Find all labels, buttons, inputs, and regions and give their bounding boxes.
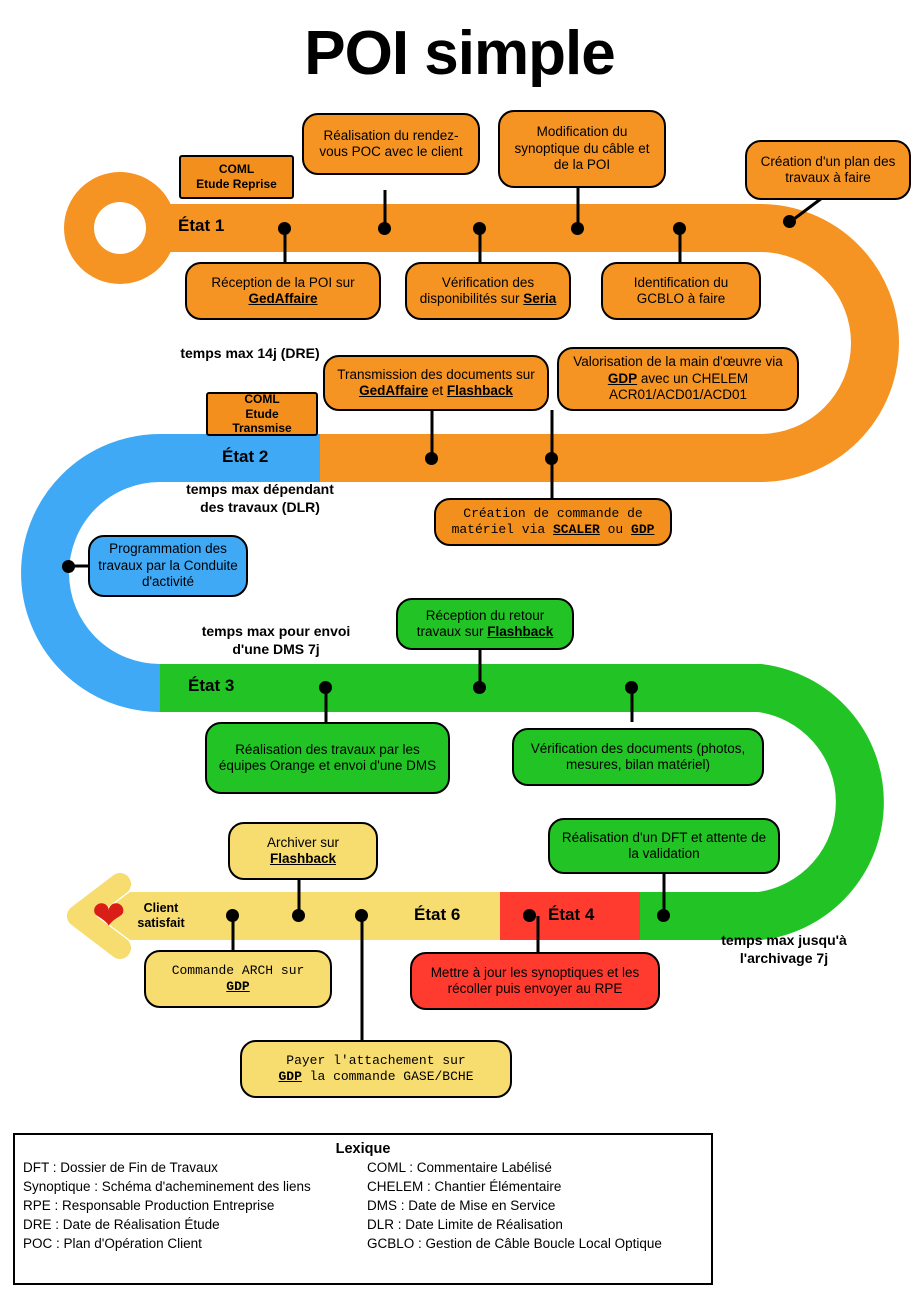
lexique-left-item: Synoptique : Schéma d'acheminement des liens: [23, 1179, 311, 1194]
lexique-right-item: CHELEM : Chantier Élémentaire: [367, 1179, 562, 1194]
link-gdp: GDP: [607, 370, 638, 386]
box-reception-poi-text: Réception de la POI sur GedAffaire: [211, 274, 355, 306]
client-line1: Client: [143, 901, 179, 915]
link-gedaffaire: GedAffaire: [248, 291, 318, 306]
box-valorisation: [557, 347, 799, 411]
lexique-right-item: DLR : Date Limite de Réalisation: [367, 1217, 563, 1232]
box-commande-arch: [144, 950, 332, 1008]
note-dre: temps max 14j (DRE): [180, 345, 320, 361]
note-dms-line2: d'une DMS 7j: [232, 640, 320, 657]
box-commande-materiel: [434, 498, 672, 546]
client-line2: satisfait: [137, 916, 185, 930]
box-retour-travaux: [396, 598, 574, 650]
lexique-right-item: GCBLO : Gestion de Câble Boucle Local Optique: [367, 1236, 662, 1251]
note-arch: [668, 932, 900, 967]
lexique-left-item: RPE : Responsable Production Entreprise: [23, 1198, 275, 1213]
connector-dot: [657, 909, 670, 922]
state-label-etat6: État 6: [414, 905, 461, 924]
lexique-right-item: DMS : Date de Mise en Service: [367, 1198, 556, 1213]
connector-dot: [319, 681, 332, 694]
note-dms-line1: temps max pour envoi: [201, 623, 351, 639]
box-programmation-travaux-text: Programmation des travaux par la Conduite d'activité: [98, 541, 238, 590]
box-plan-travaux-text: Création d'un plan des travaux à faire: [760, 153, 896, 185]
box-maj-synoptiques-text: Mettre à jour les synoptiques et les récoller puis envoyer au RPE: [430, 964, 640, 996]
box-verif-documents-text: Vérification des documents (photos, mesures, bilan matériel): [530, 740, 746, 772]
note-dlr-line1: temps max dépendant: [186, 481, 334, 497]
lexique-left-item: POC : Plan d'Opération Client: [23, 1236, 202, 1251]
box-commande-arch-text: Commande ARCH sur: [171, 963, 305, 979]
box-realisation-travaux-text: Réalisation des travaux par les équipes Orange et envoi d'une DMS: [218, 741, 437, 773]
box-realisation-travaux: [205, 722, 450, 794]
link-flashback: Flashback: [269, 851, 337, 866]
note-dlr: [150, 481, 370, 516]
coml-reprise-line2: Etude Reprise: [196, 177, 277, 191]
box-payer-attachement: [240, 1040, 512, 1098]
note-arch-line2: l'archivage 7j: [739, 949, 829, 966]
box-plan-travaux: [745, 140, 911, 200]
heart-icon: ❤: [92, 894, 126, 938]
box-transmission-documents: [323, 355, 549, 411]
link-flashback: Flashback: [487, 624, 554, 639]
box-payer-line1: Payer l'attachement sur: [286, 1053, 466, 1069]
connector-dot: [523, 909, 536, 922]
connector-dot: [625, 681, 638, 694]
coml-transmise-line1: COML: [244, 392, 280, 407]
connector-dot: [355, 909, 368, 922]
box-reception-poi: [185, 262, 381, 320]
note-dlr-line2: des travaux (DLR): [200, 498, 320, 515]
connector-dot: [425, 452, 438, 465]
box-valorisation-text: Valorisation de la main d'œuvre via GDP avec un CHELEM ACR01/ACD01/ACD01: [573, 354, 783, 403]
connector-dot: [473, 681, 486, 694]
lexique-grid: [23, 1160, 703, 1251]
box-retour-travaux-text: Réception du retour travaux sur Flashback: [416, 607, 554, 639]
connector-dot: [571, 222, 584, 235]
link-gdp: GDP: [631, 522, 655, 537]
connector-dot: [673, 222, 686, 235]
link-gdp: GDP: [278, 1069, 302, 1084]
connector-dot: [473, 222, 486, 235]
box-programmation-travaux: [88, 535, 248, 597]
connector-dot: [62, 560, 75, 573]
lexique-left-item: DRE : Date de Réalisation Étude: [23, 1217, 220, 1232]
state-label-etat1: État 1: [178, 216, 225, 235]
box-commande-materiel-text: Création de commande de matériel via SCALER ou GDP: [451, 506, 655, 537]
state-label-etat2: État 2: [222, 447, 269, 466]
lexique-right-item: COML : Commentaire Labélisé: [367, 1160, 552, 1175]
connector-dot: [278, 222, 291, 235]
box-dft-text: Réalisation d'un DFT et attente de la validation: [561, 829, 767, 861]
box-rdv-poc-text: Réalisation du rendez-vous POC avec le client: [319, 127, 463, 159]
lexique-left-item: DFT : Dossier de Fin de Travaux: [23, 1160, 218, 1175]
box-verif-dispo-text: Vérification des disponibilités sur Seria: [419, 274, 557, 306]
note-dms: [166, 623, 386, 658]
lexique-panel: [13, 1133, 713, 1285]
connector-dot: [545, 452, 558, 465]
connector-dot: [378, 222, 391, 235]
connector-dot: [783, 215, 796, 228]
box-identif-gcblo-text: Identification du GCBLO à faire: [633, 274, 729, 306]
box-rdv-poc: [302, 113, 480, 175]
box-archiver-text: Archiver sur: [266, 834, 339, 850]
box-maj-synoptiques: [410, 952, 660, 1010]
coml-reprise-line1: COML: [218, 162, 255, 177]
box-transmission-documents-text: Transmission des documents sur GedAffaire et Flashback: [337, 366, 535, 398]
coml-transmise-line2: Etude Transmise: [232, 406, 292, 436]
connector-dot: [226, 909, 239, 922]
page-title: POI simple: [304, 19, 615, 88]
box-dft: [548, 818, 780, 874]
link-gedaffaire: GedAffaire: [359, 383, 429, 398]
connector-dot: [292, 909, 305, 922]
coml-etude-transmise: [206, 392, 318, 436]
box-identif-gcblo: [601, 262, 761, 320]
note-arch-line1: temps max jusqu'à: [721, 932, 847, 948]
link-gdp: GDP: [226, 979, 250, 994]
client-satisfait-label: [128, 901, 194, 931]
link-flashback: Flashback: [446, 383, 513, 398]
coml-etude-reprise: [179, 155, 294, 199]
link-seria: Seria: [523, 291, 557, 306]
link-scaler: SCALER: [552, 522, 600, 537]
state-label-etat4: État 4: [548, 905, 595, 924]
box-verif-dispo: [405, 262, 571, 320]
box-modif-synoptique-text: Modification du synoptique du câble et de la POI: [514, 124, 650, 173]
state-label-etat3: État 3: [188, 676, 235, 695]
box-archiver: [228, 822, 378, 880]
box-verif-documents: [512, 728, 764, 786]
lexique-title: Lexique: [335, 1141, 391, 1157]
box-payer-line2: GDP la commande GASE/BCHE: [278, 1069, 474, 1084]
box-modif-synoptique: [498, 110, 666, 188]
